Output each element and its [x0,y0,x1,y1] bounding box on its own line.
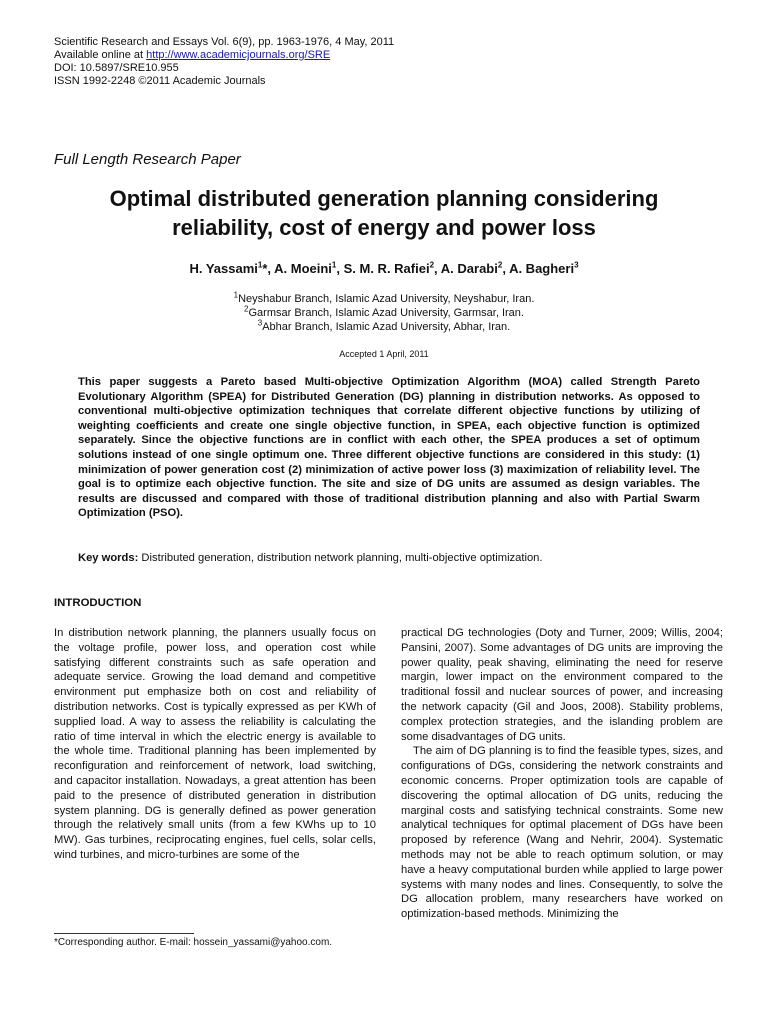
journal-info [54,36,394,88]
corresponding-author-footnote: *Corresponding author. E-mail: hossein_yassami@yahoo.com. [54,937,333,948]
issn: ISSN 1992-2248 ©2011 Academic Journals [54,75,266,87]
keywords [78,551,700,565]
doi: DOI: 10.5897/SRE10.955 [54,62,179,74]
left-column [54,626,376,863]
affiliation: $^1$Neyshabur Branch, Islamic Azad University, Neyshabur, Iran. [233,290,535,305]
author-list [40,261,728,277]
right-column [401,626,723,922]
intro-paragraph: practical DG technologies (Doty and Turner, 2009; Willis, 2004; Pansini, 2007). Some advantages of DG units are improving the power quality, peak shaving, eliminating the need for reserve margin, lower impact on the environment compared to the traditional fossil and nuclear sources of power, and increasing the network capacity (Gil and Joos, 2008). Stability problems, complex protection strategies, and the islanding problem are some disadvantages of DG units. [401,627,723,743]
affiliations [40,292,728,334]
paper-type: Full Length Research Paper [54,151,241,168]
author: A. Moeini$^1$, [274,260,344,276]
availability-prefix: Available online at [54,49,147,61]
paper-title [40,184,728,242]
journal-citation: Scientific Research and Essays Vol. 6(9), pp. 1963-1976, 4 May, 2011 [54,36,395,48]
title-line-2: reliability, cost of energy and power loss [172,215,596,240]
availability-line [54,49,394,62]
author: H. Yassami$^1$*, [189,260,275,276]
keywords-text: Distributed generation, distribution network planning, multi-objective optimization. [138,552,543,564]
author: A. Bagheri$^3$ [509,260,579,276]
accepted-date: Accepted 1 April, 2011 [339,349,429,359]
author: A. Darabi$^2$, [440,260,510,276]
intro-paragraph: In distribution network planning, the planners usually focus on the voltage profile, power loss, and operation cost while satisfying different constraints such as safe operation and adequate service. Growing the load demand and competitive environment put emphasize both on cost and reliability of distribution networks. Cost is typically expressed as per KWh of supplied load. A way to assess the reliability is calculating the ratio of time interval in which the electric energy is available to the whole time. Traditional planning has been implemented by reconfiguration and reinforcement of network, load switching, and capacitor installation. Nowadays, a great attention has been paid to the presence of distributed generation in distribution system planning. DG is generally defined as power generation through the relatively small units (from a few KWhs up to 10 MW). Gas turbines, reciprocating engines, fuel cells, solar cells, wind turbines, and micro-turbines are some of the [54,627,376,861]
title-line-1: Optimal distributed generation planning considering [109,186,659,211]
intro-paragraph: The aim of DG planning is to find the feasible types, sizes, and configurations of DGs, considering the network constraints and economic concerns. Proper optimization tools are capable of discovering the optimal allocation of DG units, reducing the marginal costs and satisfying technical constraints. Some new analytical techniques for optimal placement of DGs have been proposed by reference (Wang and Nehrir, 2004). Systematic methods may not be able to reach optimum solution, or may have a heavy computational burden while applied to large power systems with many nodes and lines. Consequently, to solve the DG allocation problem, many researchers have worked on optimization-based methods. Minimizing the [401,745,723,921]
footnote-divider [54,933,194,934]
keywords-label: Key words: [78,552,139,564]
introduction-heading: INTRODUCTION [54,597,142,609]
affiliation: $^3$Abhar Branch, Islamic Azad University, Abhar, Iran. [257,318,511,333]
author: S. M. R. Rafiei$^2$, [343,260,441,276]
journal-url-link[interactable]: http://www.academicjournals.org/SRE [146,49,331,61]
affiliation: $^2$Garmsar Branch, Islamic Azad University, Garmsar, Iran. [244,304,524,319]
abstract: This paper suggests a Pareto based Multi-objective Optimization Algorithm (MOA) called Strength Pareto Evolutionary Algorithm (SPEA) for Distributed Generation (DG) planning in distribution networks. As opposed to conventional multi-objective optimization techniques that correlate different objective functions by utilizing of weighting coefficients and create one single objective function, in SPEA, each objective function is optimized separately. Since the objective functions are in conflict with each other, the SPEA produces a set of optimum solutions instead of one single optimum one. Three different objective functions are considered in this study: (1) minimization of power generation cost (2) minimization of active power loss (3) maximization of reliability level. The goal is to optimize each objective function. The site and size of DG units are assumed as design variables. The results are discussed and compared with those of traditional distribution planning and also with Partial Swarm Optimization (PSO). [78,376,700,520]
